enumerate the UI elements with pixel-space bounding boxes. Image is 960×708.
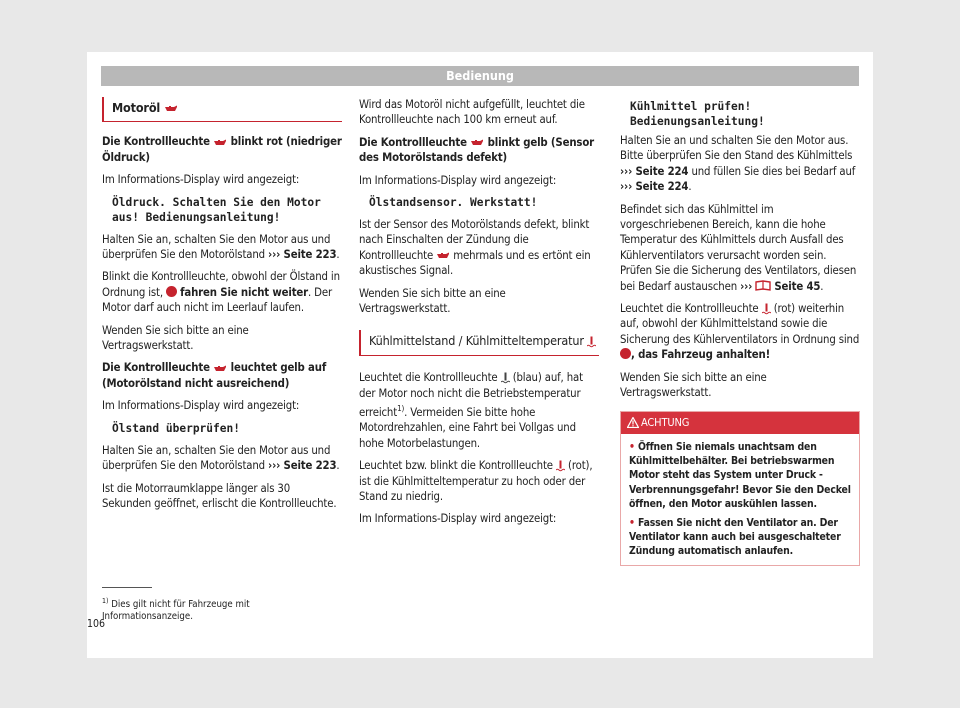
section-title-motoroel: Motoröl bbox=[102, 97, 342, 122]
display-message: Öldruck. Schalten Sie den Motor aus! Bedienungsanleitung! bbox=[112, 195, 321, 224]
coolant-temperature-icon bbox=[762, 303, 771, 315]
warning-item: • Fassen Sie nicht den Ventilator an. Der Ventilator kann auch bei ausgeschalteter Zündung automatisch anlaufen. bbox=[629, 516, 841, 558]
oil-can-icon bbox=[470, 139, 484, 146]
display-message: Ölstand überprüfen! bbox=[112, 421, 240, 435]
display-message: Ölstandsensor. Werkstatt! bbox=[369, 196, 538, 210]
oil-can-icon bbox=[164, 105, 178, 112]
oil-can-icon bbox=[213, 365, 227, 372]
heading-yellow-warning: Die Kontrollleuchte leuchtet gelb auf (Motorölstand nicht ausreichend) bbox=[102, 361, 327, 390]
stop-warning-icon bbox=[166, 286, 177, 297]
warning-header: ACHTUNG bbox=[621, 412, 859, 434]
warning-item: • Öffnen Sie niemals unachtsam den Kühlmittelbehälter. Bei betriebswarmen Motor steht das System unter Druck - Verbrennungsgefahr! Bevor Sie den Deckel öffnen, den Motor auskühlen lassen. bbox=[629, 440, 851, 511]
heading-red-warning: Die Kontrollleuchte blinkt rot (niedriger Öldruck) bbox=[102, 135, 342, 164]
paragraph: Blinkt die Kontrollleuchte, obwohl der Ölstand in Ordnung ist, fahren Sie nicht weiter. Der Motor darf auch nicht im Leerlauf laufen. bbox=[102, 270, 340, 315]
page-reference[interactable]: ››› Seite 224 bbox=[620, 180, 689, 194]
paragraph: Ist der Sensor des Motorölstands defekt, blinkt nach Einschalten der Zündung die Kontrollleuchte mehrmals und es ertönt ein akustisches Signal. bbox=[359, 218, 591, 278]
coolant-temperature-icon bbox=[587, 336, 596, 348]
paragraph: Leuchtet die Kontrollleuchte (blau) auf, hat der Motor noch nicht die Betriebstemperatur erreicht$^{1)}$. Vermeiden Sie bitte hohe Motordrehzahlen, eine Fahrt bei Vollgas und hohe Motorbelastungen. bbox=[359, 371, 583, 450]
stop-warning-icon bbox=[620, 348, 631, 359]
footnote-marker[interactable]: 1) bbox=[397, 404, 405, 414]
page-reference[interactable]: ››› Seite 223 bbox=[268, 459, 337, 473]
display-message: Kühlmittel prüfen! Bedienungsanleitung! bbox=[630, 100, 765, 128]
footnote-divider bbox=[102, 587, 152, 588]
paragraph: Wird das Motoröl nicht aufgefüllt, leuchtet die Kontrollleuchte nach 100 km erneut auf. bbox=[359, 98, 585, 127]
footnote: $^{1)}$ Dies gilt nicht für Fahrzeuge mit Informationsanzeige. bbox=[102, 597, 250, 623]
warning-box bbox=[620, 411, 860, 566]
column-1 bbox=[102, 97, 342, 518]
oil-can-icon bbox=[213, 139, 227, 146]
column-3 bbox=[620, 99, 860, 566]
display-intro: Im Informations-Display wird angezeigt: bbox=[359, 173, 557, 187]
warning-body bbox=[621, 434, 859, 565]
coolant-temperature-icon bbox=[501, 372, 510, 384]
paragraph: Wenden Sie sich bitte an eine Vertragswerkstatt. bbox=[102, 323, 249, 353]
paragraph: Halten Sie an, schalten Sie den Motor aus und überprüfen Sie den Motorölstand ››› Seite 223. bbox=[102, 232, 340, 262]
page-reference[interactable]: Seite 45 bbox=[774, 279, 821, 293]
heading-sensor-defect: Die Kontrollleuchte blinkt gelb (Sensor des Motorölstands defekt) bbox=[359, 135, 595, 165]
column-2 bbox=[359, 97, 599, 534]
page-number: 106 bbox=[87, 618, 106, 630]
paragraph: Wenden Sie sich bitte an eine Vertragswerkstatt. bbox=[359, 286, 506, 316]
paragraph: Wenden Sie sich bitte an eine Vertragswerkstatt. bbox=[620, 370, 767, 400]
paragraph: Ist die Motorraumklappe länger als 30 Sekunden geöffnet, erlischt die Kontrollleuchte. bbox=[102, 481, 337, 510]
paragraph: Befindet sich das Kühlmittel im vorgeschriebenen Bereich, kann die hohe Temperatur des Kühlmittels durch Ausfall des Kühlerventilators verursacht worden sein. Prüfen Sie die Sicherung des Ventilators, diesen bei Bedarf austauschen ››› Seite 45. bbox=[620, 202, 857, 293]
section-header: Bedienung bbox=[101, 66, 859, 86]
display-intro: Im Informations-Display wird angezeigt: bbox=[359, 512, 557, 526]
page-reference[interactable]: ››› Seite 223 bbox=[268, 248, 337, 262]
paragraph: Halten Sie an und schalten Sie den Motor aus. Bitte überprüfen Sie den Stand des Kühlmittels ››› Seite 224 und füllen Sie dies bei Bedarf auf ››› Seite 224. bbox=[620, 134, 856, 194]
display-intro: Im Informations-Display wird angezeigt: bbox=[102, 399, 300, 413]
warning-triangle-icon bbox=[627, 417, 639, 428]
oil-can-icon bbox=[436, 252, 450, 259]
page-reference[interactable]: ››› Seite 224 bbox=[620, 164, 689, 178]
paragraph: Halten Sie an, schalten Sie den Motor aus und überprüfen Sie den Motorölstand ››› Seite 223. bbox=[102, 443, 340, 473]
display-intro: Im Informations-Display wird angezeigt: bbox=[102, 173, 300, 187]
paragraph: Leuchtet bzw. blinkt die Kontrollleuchte (rot), ist die Kühlmitteltemperatur zu hoch oder der Stand zu niedrig. bbox=[359, 459, 593, 504]
paragraph: Leuchtet die Kontrollleuchte (rot) weiterhin auf, obwohl der Kühlmittelstand sowie die Sicherung des Kühlerventilators in Ordnung sind , das Fahrzeug anhalten! bbox=[620, 302, 860, 362]
book-reference-icon bbox=[755, 280, 771, 291]
section-title-kuehlmittel: Kühlmittelstand / Kühlmitteltemperatur bbox=[359, 330, 599, 356]
coolant-temperature-icon bbox=[556, 460, 565, 472]
